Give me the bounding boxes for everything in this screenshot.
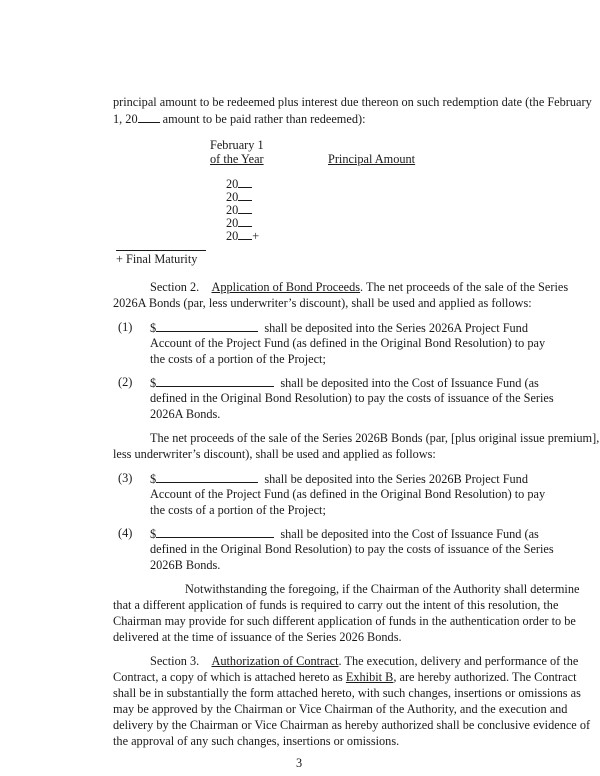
item-number: (4)	[118, 526, 133, 540]
section-3-line: may be approved by the Chairman or Vice Chairman of the Authority, and the execution and	[113, 702, 568, 716]
table-row: 20	[226, 189, 252, 206]
intro-line-2	[113, 111, 365, 128]
section-3-line1-rest: . The execution, delivery and performance of the	[338, 654, 579, 668]
item-number: (3)	[118, 471, 133, 485]
item-4-line1: $ shall be deposited into the Cost of Issuance Fund (as	[150, 527, 539, 541]
section-3-line: delivery by the Chairman or Vice Chairman as hereby authorized shall be conclusive evidence of	[113, 718, 591, 732]
notwithstanding-line: Chairman may provide for such different application of funds in the authentication order to be	[113, 614, 576, 628]
amount-blank	[156, 471, 258, 483]
item-3-line3: the costs of a portion of the Project;	[150, 503, 326, 517]
amount-blank	[156, 375, 274, 387]
exhibit-b-reference: Exhibit B	[345, 670, 394, 684]
intro-year-prefix: 1, 20	[113, 112, 138, 126]
item-3-line2: Account of the Project Fund (as defined in the Original Bond Resolution) to pay	[150, 487, 546, 501]
section-3-heading-line	[150, 654, 578, 670]
section-3-line-2: Contract, a copy of which is attached hereto as Exhibit B, are hereby authorized. The Contract	[113, 670, 577, 684]
page-number: 3	[296, 756, 303, 770]
section-3-title: Authorization of Contract	[211, 654, 339, 668]
intro-line-2-suffix: amount to be paid rather than redeemed):	[159, 112, 366, 126]
amount-blank	[156, 526, 274, 538]
mid-line-1: The net proceeds of the sale of the Series 2026B Bonds (par, [plus original issue premium],	[150, 431, 600, 445]
intro-line-1: principal amount to be redeemed plus interest due thereon on such redemption date (the February	[113, 95, 592, 109]
table-row: 20	[226, 202, 252, 219]
item-1-line2: Account of the Project Fund (as defined in the Original Bond Resolution) to pay	[150, 336, 546, 350]
notwithstanding-line: delivered at the time of issuance of the Series 2026 Bonds.	[113, 630, 402, 644]
table-row: 20	[226, 215, 252, 232]
item-4-line3: 2026B Bonds.	[150, 558, 221, 572]
mid-line-2: less underwriter’s discount), shall be used and applied as follows:	[113, 447, 436, 461]
amount-blank	[156, 320, 258, 332]
year-blank	[138, 111, 160, 123]
table-row: 20	[226, 176, 252, 193]
section-2-title: Application of Bond Proceeds	[211, 280, 361, 294]
section-2-intro-line-2: 2026A Bonds (par, less underwriter’s discount), shall be used and applied as follows:	[113, 296, 532, 310]
table-row: 20 +	[226, 229, 260, 243]
notwithstanding-line: that a different application of funds is required to carry out the intent of this resolution, the	[113, 598, 559, 612]
item-2-line2: defined in the Original Bond Resolution) to pay the costs of issuance of the Series	[150, 391, 554, 405]
item-2-line1: $ shall be deposited into the Cost of Issuance Fund (as	[150, 376, 539, 390]
footnote-rule	[116, 250, 206, 251]
section-2-intro: . The net proceeds of the sale of the Series	[360, 280, 569, 294]
item-number: (1)	[118, 320, 133, 334]
section-3-line: the approval of any such changes, insertions or omissions.	[113, 734, 400, 748]
section-3-line: shall be in substantially the form attached hereto, with such changes, insertions or omissions as	[113, 686, 581, 700]
item-3-line1: $ shall be deposited into the Series 2026B Project Fund	[150, 472, 528, 486]
section-2-label: Section 2.	[150, 280, 200, 294]
footnote: + Final Maturity	[116, 252, 198, 266]
col2-header: Principal Amount	[328, 152, 416, 166]
item-1-line3: the costs of a portion of the Project;	[150, 352, 326, 366]
item-2-line3: 2026A Bonds.	[150, 407, 221, 421]
item-4-line2: defined in the Original Bond Resolution) to pay the costs of issuance of the Series	[150, 542, 554, 556]
final-maturity-marker: +	[252, 229, 260, 243]
section-3-label: Section 3.	[150, 654, 200, 668]
section-2-heading-line	[150, 280, 568, 296]
item-number: (2)	[118, 375, 133, 389]
item-1-line1: $ shall be deposited into the Series 2026A Project Fund	[150, 321, 528, 335]
col1-header-line1: February 1	[210, 138, 264, 152]
notwithstanding-line: Notwithstanding the foregoing, if the Chairman of the Authority shall determine	[185, 582, 580, 596]
col1-header-line2: of the Year	[210, 152, 264, 166]
